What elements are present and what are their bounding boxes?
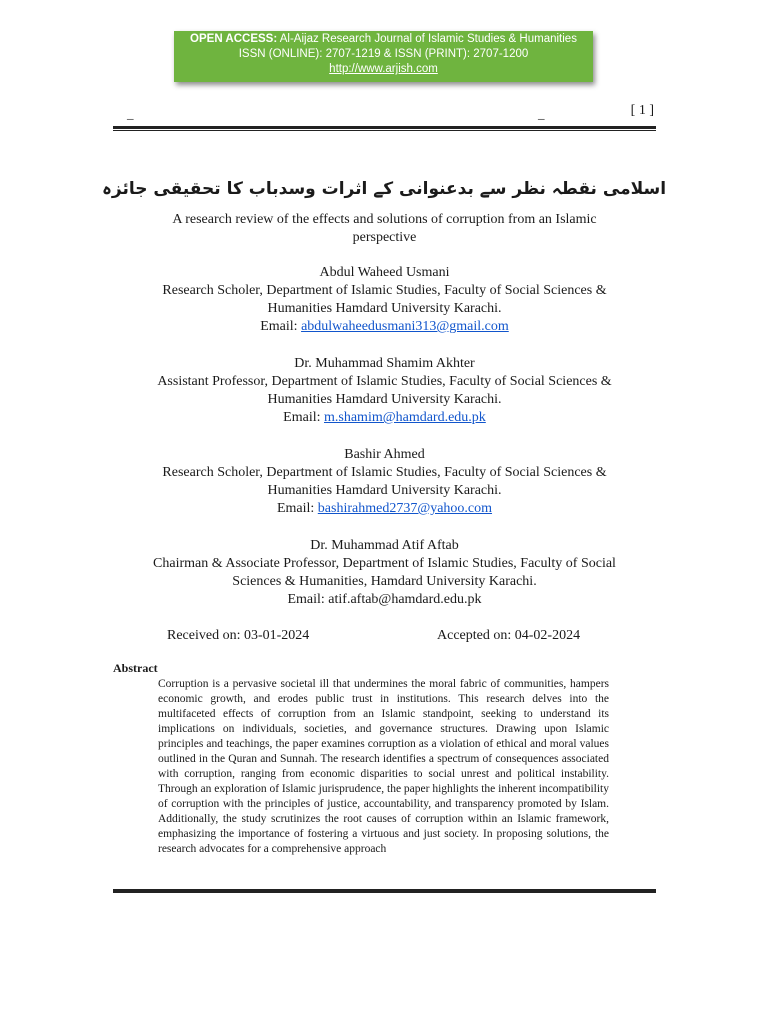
- author-email: atif.aftab@hamdard.edu.pk: [328, 592, 482, 607]
- author-email-link[interactable]: abdulwaheedusmani313@gmail.com: [301, 319, 509, 334]
- author-affiliation: Research Scholer, Department of Islamic Studies, Faculty of Social Sciences &: [162, 465, 607, 480]
- urdu-title: اسلامی نقطہ نظر سے بدعنوانی کے اثرات وسدباب کا تحقیقی جائزہ: [101, 179, 667, 199]
- abstract-heading: Abstract: [113, 661, 158, 675]
- footer-rule: [113, 888, 656, 893]
- author-name: Dr. Muhammad Shamim Akhter: [294, 356, 475, 371]
- author-block: [113, 264, 656, 336]
- running-head: [113, 100, 656, 122]
- accepted-date: Accepted on: 04-02-2024: [437, 628, 581, 643]
- author-email-link[interactable]: bashirahmed2737@yahoo.com: [317, 501, 493, 516]
- author-name: Bashir Ahmed: [344, 447, 425, 462]
- author-block: [113, 355, 656, 427]
- english-title-line2: perspective: [352, 230, 417, 245]
- open-access-label: OPEN ACCESS:: [190, 33, 278, 45]
- header-rule: [113, 126, 656, 131]
- abstract-text: Corruption is a pervasive societal ill that undermines the moral fabric of communities, hampers economic growth, and erodes public trust in institutions. This research delves into the multifaceted effects of corruption from an Islamic standpoint, seeking to understand its implications on individuals, societies, and governance structures. Drawing upon Islamic principles and teachings, the paper examines corruption as a violation of ethical and moral values outlined in the Quran and Sunnah. The research identifies a spectrum of consequences associated with corruption, ranging from economic disparities to social unrest and political instability. Through an exploration of Islamic jurisprudence, the paper highlights the inherent incompatibility of corruption with the principles of justice, accountability, and transparency promoted by Islam. Additionally, the study scrutinizes the root causes of corruption within an Islamic framework, emphasizing the importance of fostering a virtuous and just society. In proposing solutions, the research advocates for a comprehensive approach: [158, 678, 609, 855]
- journal-banner: [174, 31, 593, 82]
- journal-url-link[interactable]: http://www.arjish.com: [329, 63, 438, 75]
- running-head-dash-mid: _: [538, 106, 545, 121]
- running-head-dash-left: _: [127, 106, 134, 121]
- email-label: Email:: [283, 410, 321, 425]
- author-affiliation: Humanities Hamdard University Karachi.: [267, 483, 502, 498]
- received-date: Received on: 03-01-2024: [167, 628, 310, 643]
- banner-issn: ISSN (ONLINE): 2707-1219 & ISSN (PRINT): 2707-1200: [238, 48, 529, 60]
- email-label: Email:: [260, 319, 298, 334]
- journal-name: Al-Aijaz Research Journal of Islamic Studies & Humanities: [279, 33, 577, 45]
- author-affiliation: Humanities Hamdard University Karachi.: [267, 392, 502, 407]
- email-label: Email:: [276, 501, 315, 516]
- author-block: [113, 537, 656, 609]
- author-email-link[interactable]: m.shamim@hamdard.edu.pk: [324, 410, 486, 425]
- english-title: [113, 211, 656, 247]
- author-affiliation: Assistant Professor, Department of Islamic Studies, Faculty of Social Sciences &: [157, 374, 612, 389]
- author-name: Dr. Muhammad Atif Aftab: [310, 538, 459, 553]
- email-label: Email:: [287, 592, 325, 607]
- author-block: [113, 446, 656, 518]
- page-number: [ 1 ]: [630, 103, 654, 118]
- author-affiliation: Sciences & Humanities, Hamdard University Karachi.: [232, 574, 537, 589]
- author-affiliation: Chairman & Associate Professor, Department of Islamic Studies, Faculty of Social: [153, 556, 616, 571]
- author-affiliation: Research Scholer, Department of Islamic Studies, Faculty of Social Sciences &: [162, 283, 607, 298]
- banner-journal-line: [174, 32, 593, 47]
- english-title-line1: A research review of the effects and solutions of corruption from an Islamic: [172, 212, 597, 227]
- author-name: Abdul Waheed Usmani: [319, 265, 450, 280]
- author-affiliation: Humanities Hamdard University Karachi.: [267, 301, 502, 316]
